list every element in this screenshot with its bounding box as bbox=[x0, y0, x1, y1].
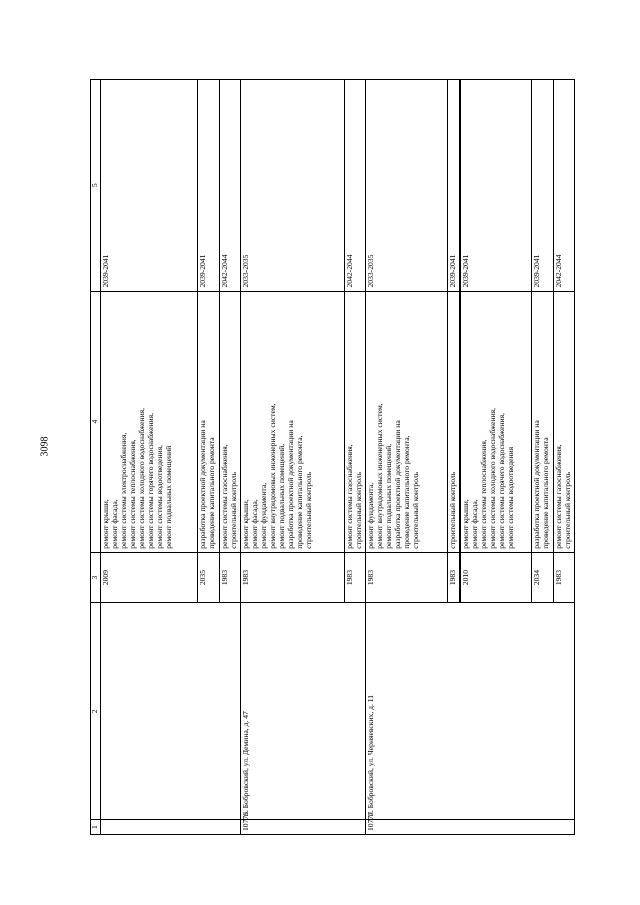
work-item: проведение капитального ремонта bbox=[206, 437, 216, 549]
address-cell bbox=[101, 603, 241, 820]
period-cell: 2042-2044 bbox=[554, 80, 575, 292]
work-item: строительный контроль bbox=[303, 471, 313, 549]
work-item: ремонт крыши, bbox=[240, 499, 250, 549]
work-item: ремонт фундамента, bbox=[365, 482, 375, 549]
year-cell: 1983 bbox=[447, 552, 459, 603]
works-cell bbox=[365, 291, 447, 552]
period-cell: 2033-2035 bbox=[365, 80, 447, 292]
work-item: строительный контроль bbox=[228, 471, 238, 549]
repair-schedule-table bbox=[90, 79, 575, 835]
works-cell bbox=[220, 291, 241, 552]
period-cell: 2042-2044 bbox=[220, 80, 241, 292]
work-item: ремонт фасада, bbox=[469, 499, 479, 549]
period-cell: 2039-2041 bbox=[447, 80, 459, 292]
header-cell: 2 bbox=[91, 603, 101, 820]
period-cell: 2039-2041 bbox=[101, 80, 198, 292]
work-item: ремонт крыши, bbox=[101, 499, 110, 549]
work-item: разработка проектной документации на bbox=[392, 420, 402, 549]
works-cell bbox=[532, 291, 554, 552]
work-item: ремонт крыши, bbox=[460, 499, 470, 549]
work-item: строительный контроль bbox=[353, 471, 363, 549]
work-item: ремонт системы холодного водоснабжения, bbox=[136, 407, 146, 549]
work-item: ремонт системы теплоснабжения, bbox=[478, 439, 488, 549]
row-number-cell: 10777. bbox=[365, 820, 574, 835]
rotated-page bbox=[90, 79, 573, 835]
header-row bbox=[91, 80, 101, 835]
works-cell bbox=[460, 291, 532, 552]
header-cell: 5 bbox=[91, 80, 101, 292]
work-item: ремонт системы водоотведения bbox=[505, 446, 515, 549]
period-cell: 2039-2041 bbox=[532, 80, 554, 292]
works-cell bbox=[447, 291, 459, 552]
work-item: ремонт системы горячего водоснабжения, bbox=[496, 413, 506, 549]
work-item: проведение капитального ремонта, bbox=[294, 435, 304, 549]
work-item: разработка проектной документации на bbox=[198, 420, 207, 549]
table-row bbox=[365, 80, 447, 835]
work-item: ремонт системы газоснабжения, bbox=[344, 444, 354, 549]
period-cell: 2039-2041 bbox=[460, 80, 532, 292]
work-item: ремонт системы газоснабжения, bbox=[554, 444, 564, 549]
work-item: ремонт подвальных помещений, bbox=[276, 443, 286, 549]
page-number: 3098 bbox=[39, 436, 51, 457]
work-item: ремонт подвальных помещений, bbox=[383, 443, 393, 549]
year-cell: 1983 bbox=[554, 552, 575, 603]
header-cell: 3 bbox=[91, 552, 101, 603]
work-item: ремонт подвальных помещений bbox=[163, 445, 173, 549]
year-cell: 1983 bbox=[240, 552, 344, 603]
work-item: разработка проектной документации на bbox=[532, 420, 542, 549]
table-row bbox=[101, 80, 198, 835]
work-item: проведение капитального ремонта, bbox=[401, 435, 411, 549]
table-body bbox=[101, 80, 575, 835]
work-item: разработка проектной документации на bbox=[285, 420, 295, 549]
work-item: ремонт системы теплоснабжения, bbox=[127, 439, 137, 549]
work-item: ремонт системы горячего водоснабжения, bbox=[145, 413, 155, 549]
works-cell bbox=[554, 291, 575, 552]
works-cell bbox=[101, 291, 198, 552]
work-item: ремонт внутридомовых инженерных систем, bbox=[267, 403, 277, 549]
work-item: ремонт фасада, bbox=[249, 499, 259, 549]
address-cell: п. Бобровский, ул. Черняевских, д. 11 bbox=[365, 603, 574, 820]
work-item: ремонт системы водоотведения, bbox=[154, 444, 164, 549]
works-cell bbox=[344, 291, 365, 552]
year-cell: 1983 bbox=[365, 552, 447, 603]
row-number-cell bbox=[101, 820, 241, 835]
year-cell: 1983 bbox=[344, 552, 365, 603]
year-cell: 2035 bbox=[198, 552, 220, 603]
work-item: ремонт внутридомовых инженерных систем, bbox=[374, 403, 384, 549]
period-cell: 2033-2035 bbox=[240, 80, 344, 292]
header-cell: 4 bbox=[91, 291, 101, 552]
work-item: ремонт фундамента, bbox=[258, 482, 268, 549]
work-item: ремонт системы электроснабжения, bbox=[118, 432, 128, 549]
address-cell: п. Бобровский, ул. Демина, д. 47 bbox=[240, 603, 365, 820]
work-item: ремонт фасада, bbox=[109, 499, 119, 549]
table-container bbox=[90, 79, 573, 835]
works-cell bbox=[240, 291, 344, 552]
work-item: ремонт системы газоснабжения, bbox=[220, 444, 229, 549]
year-cell: 2009 bbox=[101, 552, 198, 603]
table-row bbox=[240, 80, 344, 835]
work-item: проведение капитального ремонта bbox=[541, 437, 551, 549]
work-item: строительный контроль bbox=[563, 471, 573, 549]
period-cell: 2042-2044 bbox=[344, 80, 365, 292]
row-number-cell: 10776. bbox=[240, 820, 365, 835]
header-cell: 1 bbox=[91, 820, 101, 835]
work-item: строительный контроль bbox=[410, 471, 420, 549]
year-cell: 2010 bbox=[460, 552, 532, 603]
work-item: строительный контроль bbox=[447, 471, 457, 549]
period-cell: 2039-2041 bbox=[198, 80, 220, 292]
works-cell bbox=[198, 291, 220, 552]
year-cell: 2034 bbox=[532, 552, 554, 603]
work-item: ремонт системы холодного водоснабжения, bbox=[487, 407, 497, 549]
year-cell: 1983 bbox=[220, 552, 241, 603]
